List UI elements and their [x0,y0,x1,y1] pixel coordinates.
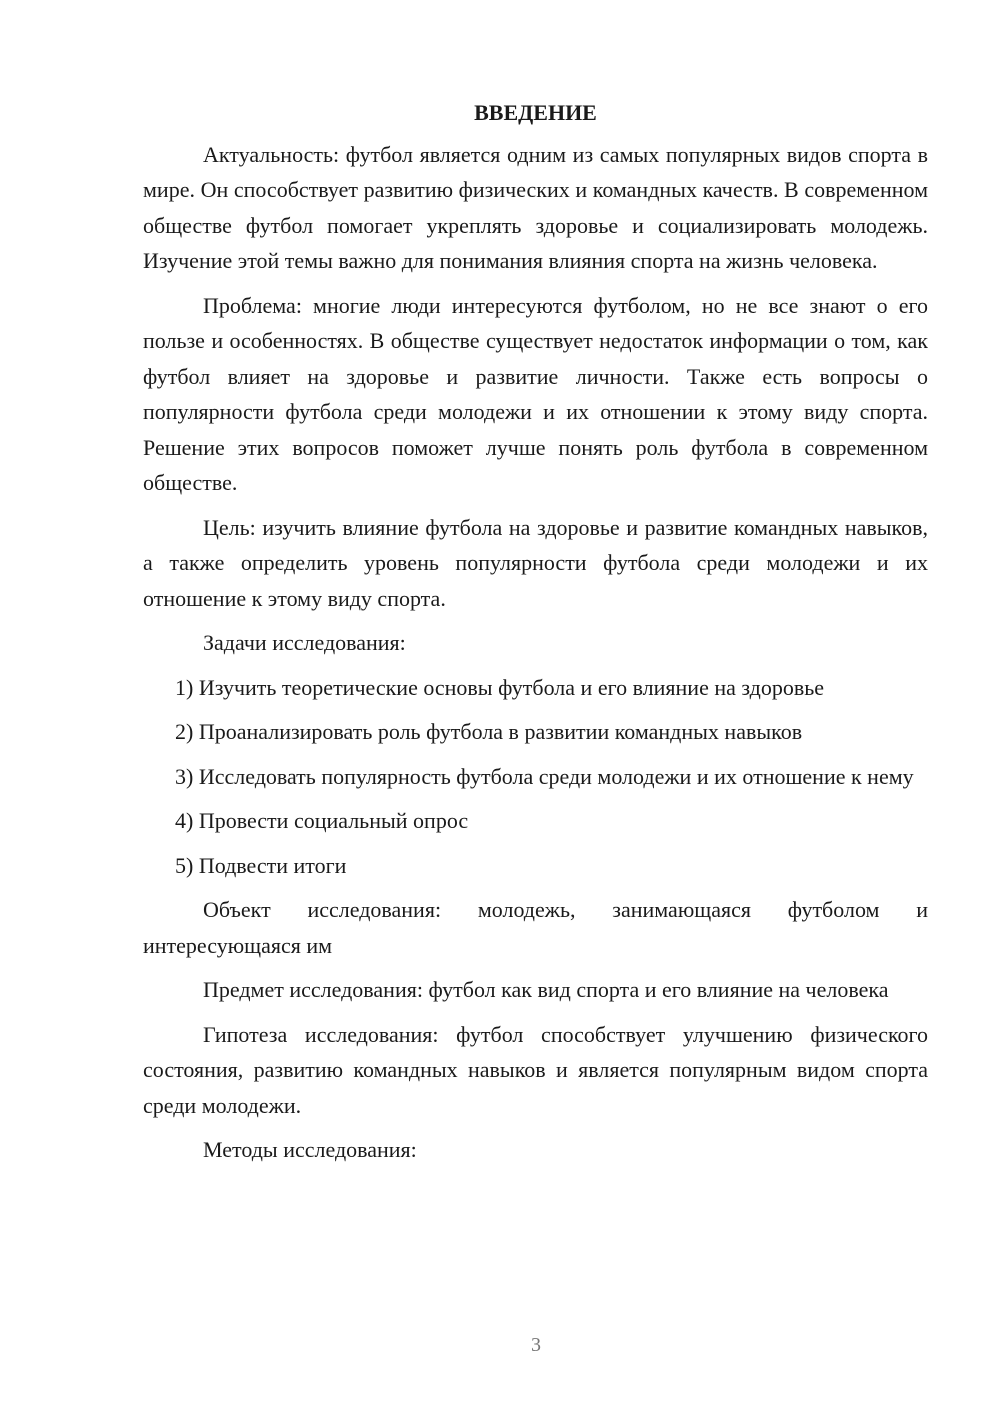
problem-paragraph: Проблема: многие люди интересуются футболом, но не все знают о его пользе и особенностях. В обществе существует недостаток информации о том, как футбол влияет на здоровье и развитие личности. Также есть вопросы о популярности футбола среди молодежи и их отношении к этому виду спорта. Решение этих вопросов поможет лучше понять роль футбола в современном обществе. [143,292,928,495]
task-item: 1) Изучить теоретические основы футбола и его влияние на здоровье [175,674,825,700]
task-item: 4) Провести социальный опрос [175,808,469,833]
methods-heading: Методы исследования: [203,1137,417,1162]
goal-paragraph: Цель: изучить влияние футбола на здоровье и развитие командных навыков, а также определить уровень популярности футбола среди молодежи и их отношение к этому виду спорта. [143,514,928,611]
task-item: 2) Проанализировать роль футбола в развитии командных навыков [175,719,803,744]
page-title: ВВЕДЕНИЕ [474,100,597,125]
relevance-paragraph: Актуальность: футбол является одним из самых популярных видов спорта в мире. Он способствует развитию физических и командных качеств. В современном обществе футбол помогает укреплять здоровье и социализировать молодежь. Изучение этой темы важно для понимания влияния спорта на жизнь человека. [143,141,928,273]
task-item: 3) Исследовать популярность футбола среди молодежи и их отношение к нему [175,763,914,789]
subject-paragraph: Предмет исследования: футбол как вид спорта и его влияние на человека [203,977,889,1002]
hypothesis-paragraph: Гипотеза исследования: футбол способствует улучшению физического состояния, развитию командных навыков и является популярным видом спорта среди молодежи. [143,1021,928,1118]
page-number: 3 [531,1334,541,1356]
tasks-heading: Задачи исследования: [203,630,406,655]
task-item: 5) Подвести итоги [175,852,347,878]
document-body [143,95,928,1177]
object-paragraph: Объект исследования: молодежь, занимающаяся футболом и интересующаяся им [143,897,928,958]
